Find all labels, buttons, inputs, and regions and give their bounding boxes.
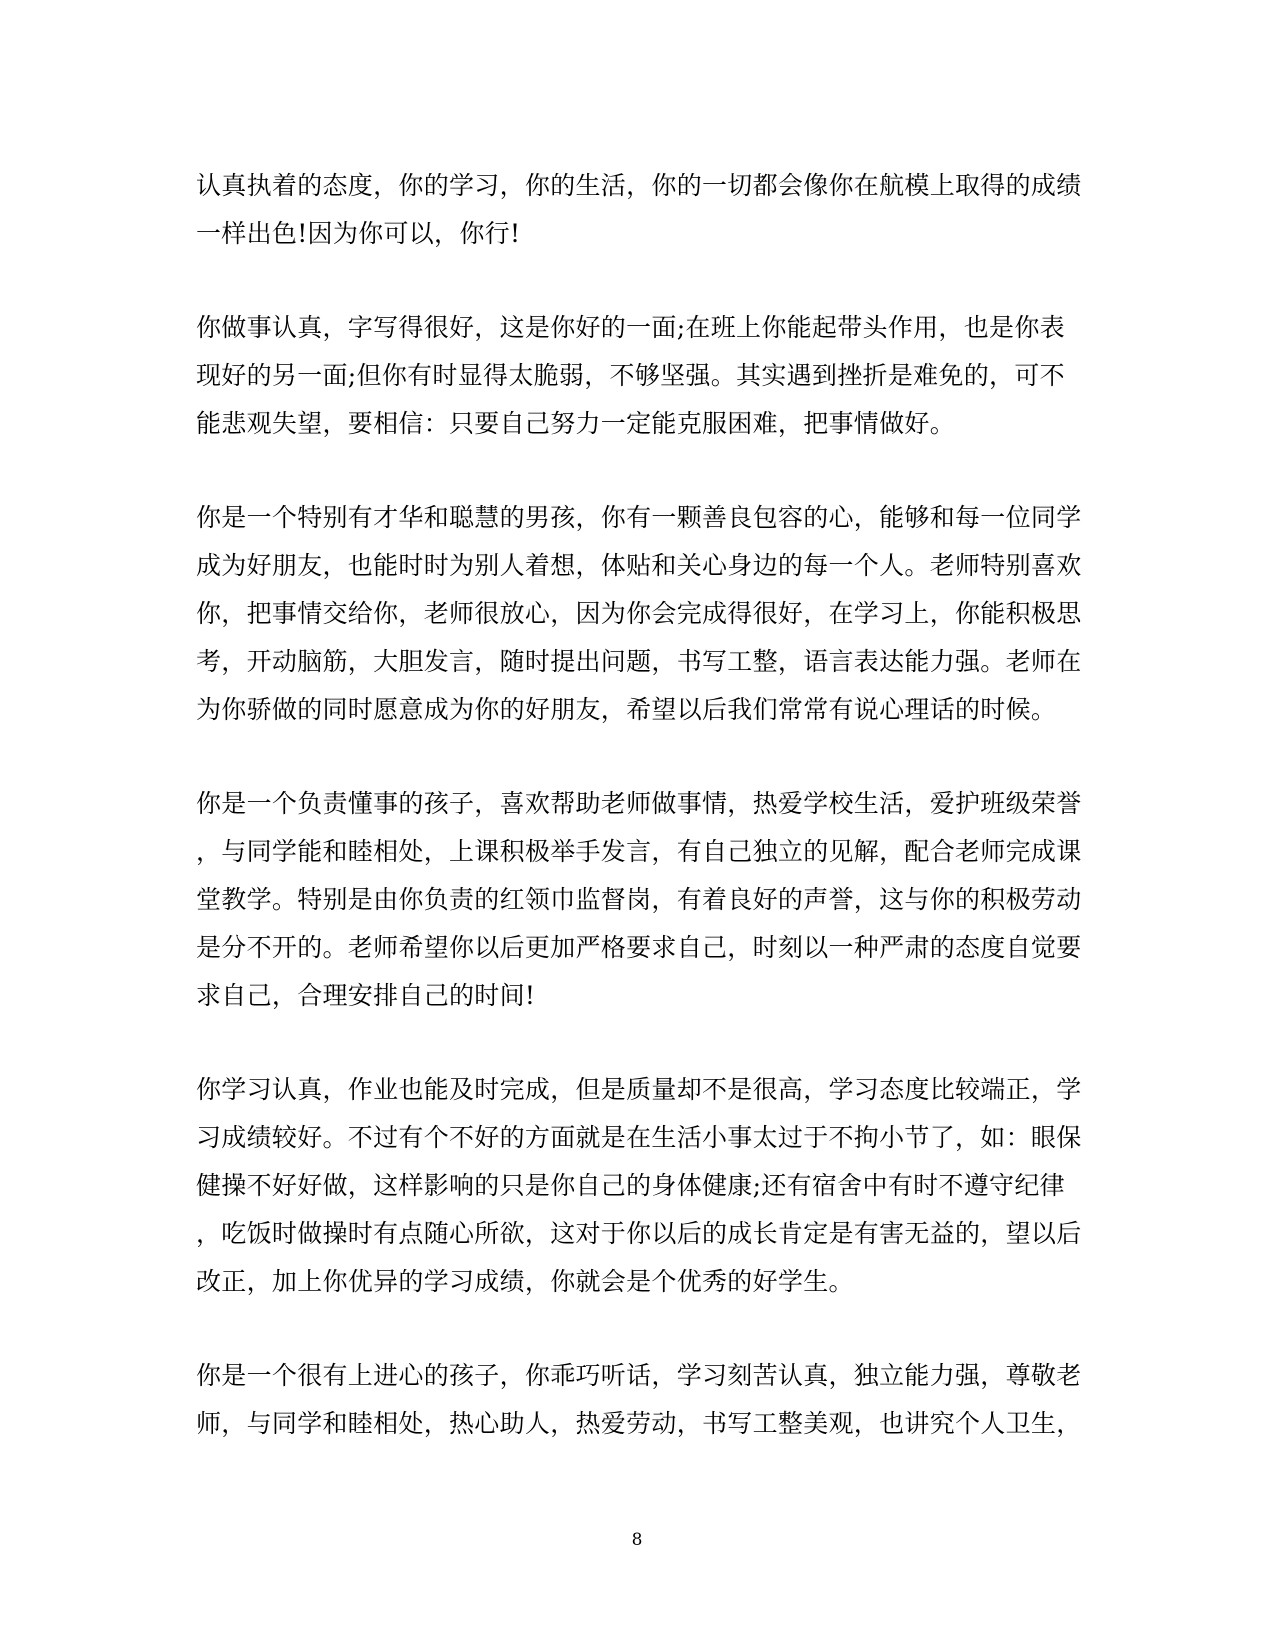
- text-line: 考，开动脑筋，大胆发言，随时提出问题，书写工整，语言表达能力强。老师在: [196, 647, 1082, 676]
- text-line: 健操不好好做，这样影响的只是你自己的身体健康;还有宿舍中有时不遵守纪律: [196, 1171, 1065, 1200]
- page-number: 8: [631, 1530, 643, 1550]
- text-line: 你是一个很有上进心的孩子，你乖巧听话，学习刻苦认真，独立能力强，尊敬老: [196, 1361, 1082, 1390]
- document-body: [196, 162, 1082, 1494]
- paragraph: [196, 1066, 1082, 1306]
- text-line: 现好的另一面;但你有时显得太脆弱，不够坚强。其实遇到挫折是难免的，可不: [196, 361, 1065, 390]
- text-line: 能悲观失望，要相信：只要自己努力一定能克服困难，把事情做好。: [196, 409, 956, 438]
- text-line: 你学习认真，作业也能及时完成，但是质量却不是很高，学习态度比较端正，学: [196, 1075, 1082, 1104]
- text-line: 你是一个负责懂事的孩子，喜欢帮助老师做事情，热爱学校生活，爱护班级荣誉: [196, 789, 1082, 818]
- text-line: 师，与同学和睦相处，热心助人，热爱劳动，书写工整美观，也讲究个人卫生，: [196, 1409, 1082, 1438]
- paragraph: [196, 304, 1076, 448]
- text-line: 你是一个特别有才华和聪慧的男孩，你有一颗善良包容的心，能够和每一位同学: [196, 503, 1082, 532]
- text-line: 你做事认真，字写得很好，这是你好的一面;在班上你能起带头作用，也是你表: [196, 313, 1065, 342]
- text-line: ，与同学能和睦相处，上课积极举手发言，有自己独立的见解，配合老师完成课: [196, 837, 1082, 866]
- text-line: 改正，加上你优异的学习成绩，你就会是个优秀的好学生。: [196, 1267, 854, 1296]
- text-line: 求自己，合理安排自己的时间!: [196, 981, 536, 1010]
- text-line: 为你骄做的同时愿意成为你的好朋友，希望以后我们常常有说心理话的时候。: [196, 695, 1057, 724]
- text-line: 认真执着的态度，你的学习，你的生活，你的一切都会像你在航模上取得的成绩: [196, 171, 1082, 200]
- paragraph: [196, 494, 1082, 734]
- text-line: 是分不开的。老师希望你以后更加严格要求自己，时刻以一种严肃的态度自觉要: [196, 933, 1082, 962]
- text-line: 习成绩较好。不过有个不好的方面就是在生活小事太过于不拘小节了，如：眼保: [196, 1123, 1082, 1152]
- paragraph: [196, 780, 1082, 1020]
- paragraph: [196, 1352, 1082, 1448]
- paragraph: [196, 162, 1082, 258]
- text-line: 你，把事情交给你，老师很放心，因为你会完成得很好，在学习上，你能积极思: [196, 599, 1082, 628]
- text-line: 堂教学。特别是由你负责的红领巾监督岗，有着良好的声誉，这与你的积极劳动: [196, 885, 1082, 914]
- text-line: 一样出色!因为你可以，你行!: [196, 219, 521, 248]
- text-line: ，吃饭时做操时有点随心所欲，这对于你以后的成长肯定是有害无益的，望以后: [196, 1219, 1082, 1248]
- text-line: 成为好朋友，也能时时为别人着想，体贴和关心身边的每一个人。老师特别喜欢: [196, 551, 1082, 580]
